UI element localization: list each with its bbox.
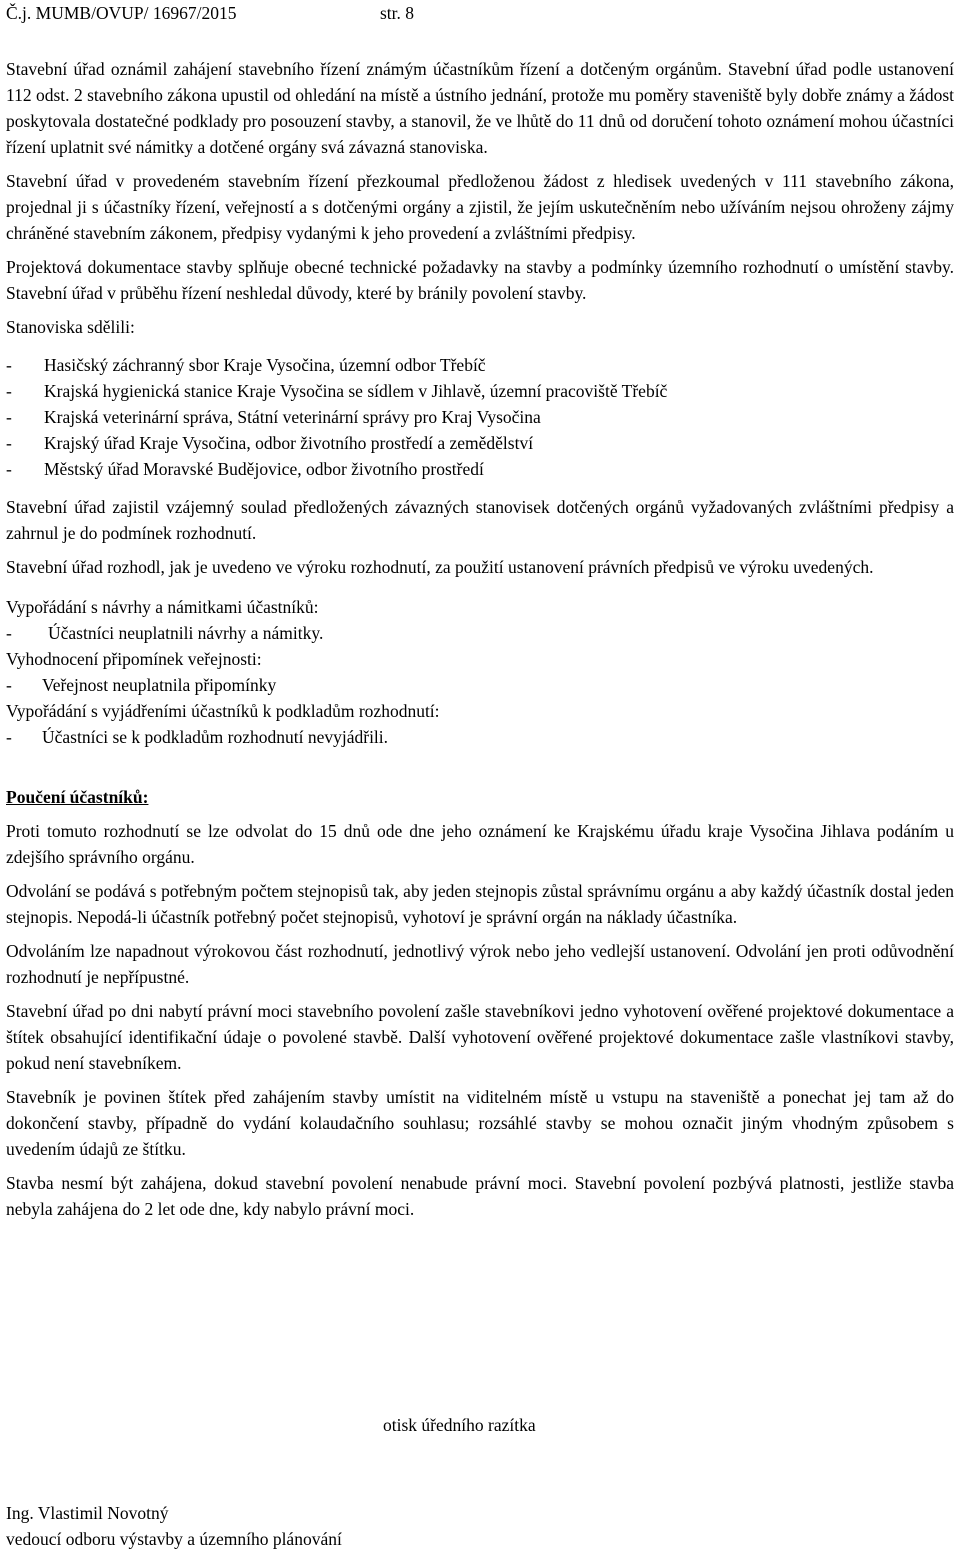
pouceni-heading: Poučení účastníků: [6,787,149,807]
page-number: str. 8 [380,3,415,23]
vyporadani-section [6,594,954,750]
paragraph-prezkoumani: Stavební úřad v provedeném stavebním řízení přezkoumal předloženou žádost z hledisek uvedených v 111 stavebního zákona, projednal ji s účastníky řízení, veřejností a s dotčenými orgány a zjistil, že jejím uskutečněním nebo užíváním nejsou ohroženy zájmy chráněné stavebním zákonem, předpisy vydanými k jeho provedení a zvláštními předpisy. [6,171,954,243]
navrhy-title: Vypořádání s návrhy a námitkami účastníků: [6,597,319,617]
vyjadreni-title: Vypořádání s vyjádřeními účastníků k podkladům rozhodnutí: [6,701,440,721]
pripominky-item-text: Veřejnost neuplatnila připomínky [42,675,277,695]
document-body [6,56,954,1230]
list-item-text: Městský úřad Moravské Budějovice, odbor životního prostředí [44,459,484,479]
list-item-text: Hasičský záchranný sbor Kraje Vysočina, územní odbor Třebíč [44,355,486,375]
list-item [6,378,954,404]
paragraph-soulad-stanovisek: Stavební úřad zajistil vzájemný soulad předložených závazných stanovisek dotčených orgánů vyžadovaných zvláštními předpisy a zahrnul je do podmínek rozhodnutí. [6,497,954,543]
list-item-text: Krajská veterinární správa, Státní veterinární správy pro Kraj Vysočina [44,407,541,427]
list-item [6,456,954,482]
list-item [6,352,954,378]
dash-mark: - [6,407,12,427]
paragraph-platnost: Stavba nesmí být zahájena, dokud stavební povolení nenabude právní moci. Stavební povolení pozbývá platnosti, jestliže stavba nebyla zahájena do 2 let ode dne, kdy nabylo právní moci. [6,1173,954,1219]
list-item [6,404,954,430]
navrhy-item [6,620,954,646]
paragraph-napadnuti: Odvoláním lze napadnout výrokovou část rozhodnutí, jednotlivý výrok nebo jeho vedlejší ustanovení. Odvolání jen proti odůvodnění rozhodnutí je nepřípustné. [6,941,954,987]
paragraph-stejnopisy: Odvolání se podává s potřebným počtem stejnopisů tak, aby jeden stejnopis zůstal správnímu orgánu a aby každý účastník dostal jeden stejnopis. Nepodá-li účastník potřebný počet stejnopisů, vyhotoví je správní orgán na náklady účastníka. [6,881,954,927]
page-header [6,0,954,26]
signature-block [6,1500,342,1552]
list-item-text: Krajská hygienická stanice Kraje Vysočina se sídlem v Jihlavě, územní pracoviště Třebíč [44,381,668,401]
paragraph-stitek-umisteni: Stavebník je povinen štítek před zahájením stavby umístit na viditelném místě u vstupu na staveniště a ponechat jej tam až do dokončení stavby, případně do vydání kolaudačního souhlasu; rozsáhlé stavby se mohou označit jiným vhodným způsobem s uvedením údajů ze štítku. [6,1087,954,1159]
vyjadreni-item-text: Účastníci se k podkladům rozhodnutí nevyjádřili. [42,727,389,747]
stamp-placeholder: otisk úředního razítka [383,1415,536,1435]
dash-mark: - [6,675,12,695]
paragraph-odvolani-lhuta: Proti tomuto rozhodnutí se lze odvolat do 15 dnů ode dne jeho oznámení ke Krajskému úřadu kraje Vysočina Jihlava podáním u zdejšího správního orgánu. [6,821,954,867]
list-item-text: Krajský úřad Kraje Vysočina, odbor životního prostředí a zemědělství [44,433,534,453]
pripominky-item [6,672,954,698]
paragraph-stitek-zaslani: Stavební úřad po dni nabytí právní moci stavebního povolení zašle stavebníkovi jedno vyhotovení ověřené projektové dokumentace a štítek obsahující identifikační údaje o povolené stavbě. Další vyhotovení ověřené projektové dokumentace zašle vlastníkovi stavby, pokud není stavebníkem. [6,1001,954,1073]
paragraph-projektova-dokumentace: Projektová dokumentace stavby splňuje obecné technické požadavky na stavby a podmínky územního rozhodnutí o umístění stavby. Stavební úřad v průběhu řízení neshledal důvody, které by bránily povolení stavby. [6,257,954,303]
dash-mark: - [6,727,12,747]
signer-role: vedoucí odboru výstavby a územního plánování [6,1529,342,1549]
paragraph-oznameni: Stavební úřad oznámil zahájení stavebního řízení známým účastníkům řízení a dotčeným orgánům. Stavební úřad podle ustanovení 112 odst. 2 stavebního zákona upustil od ohledání na místě a ústního jednání, protože mu poměry staveniště byly dobře známy a žádost poskytovala dostatečné podklady pro posouzení stavby, a stanovil, že ve lhůtě do 11 dnů od doručení tohoto oznámení mohou účastníci řízení uplatnit své námitky a dotčené orgány svá závazná stanoviska. [6,59,954,157]
navrhy-item-text: Účastníci neuplatnili návrhy a námitky. [48,623,324,643]
dash-mark: - [6,433,12,453]
signer-name: Ing. Vlastimil Novotný [6,1503,169,1523]
list-item [6,430,954,456]
reference-number: Č.j. MUMB/OVUP/ 16967/2015 [6,3,237,23]
dash-mark: - [6,459,12,479]
dash-mark: - [6,381,12,401]
dash-mark: - [6,623,12,643]
paragraph-rozhodnuti: Stavební úřad rozhodl, jak je uvedeno ve výroku rozhodnutí, za použití ustanovení právních předpisů ve výroku uvedených. [6,557,874,577]
vyjadreni-item [6,724,954,750]
stanoviska-list [6,352,954,482]
pripominky-title: Vyhodnocení připomínek veřejnosti: [6,649,262,669]
stanoviska-title: Stanoviska sdělili: [6,317,135,337]
dash-mark: - [6,355,12,375]
